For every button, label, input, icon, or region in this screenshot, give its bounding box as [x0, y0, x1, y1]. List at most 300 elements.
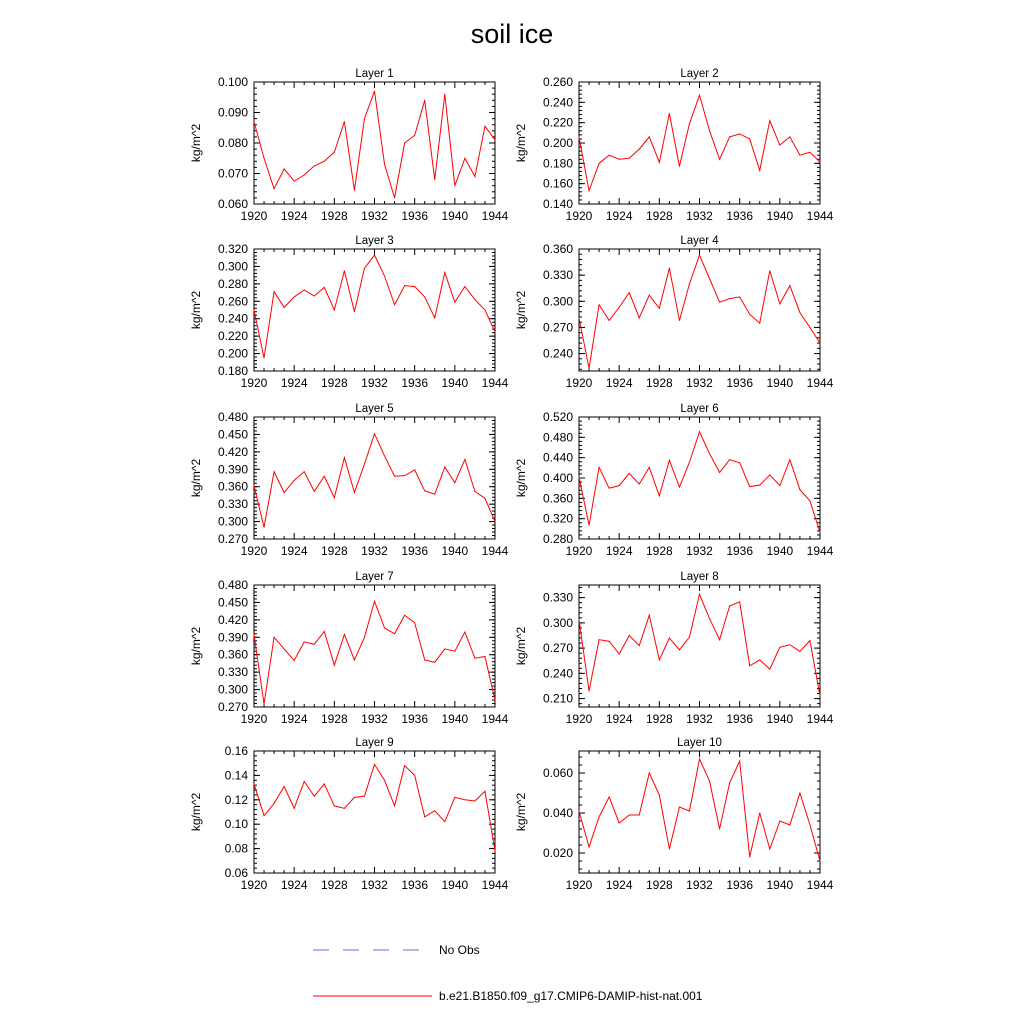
x-tick-label: 1944: [806, 209, 834, 223]
panel-title: Layer 3: [355, 235, 394, 247]
data-point: [454, 185, 455, 186]
data-point: [314, 644, 315, 645]
y-tick-label: 0.300: [217, 514, 248, 529]
y-axis-label: kg/m^2: [514, 290, 528, 330]
data-point: [739, 133, 740, 134]
data-point: [820, 696, 821, 697]
y-tick-label: 0.390: [217, 462, 248, 477]
data-point: [354, 659, 355, 660]
y-tick-label: 0.180: [217, 364, 248, 378]
data-point: [789, 644, 790, 645]
data-point: [454, 482, 455, 483]
data-point: [304, 471, 305, 472]
data-point: [495, 851, 496, 852]
y-tick-label: 0.270: [542, 320, 573, 335]
data-point: [274, 291, 275, 292]
x-tick-label: 1924: [280, 712, 308, 726]
data-point: [749, 665, 750, 666]
data-point: [719, 829, 720, 830]
data-point: [589, 368, 590, 369]
data-point: [669, 113, 670, 114]
plot-frame: [579, 82, 820, 204]
data-point: [779, 647, 780, 648]
data-point: [454, 302, 455, 303]
x-tick-label: 1920: [240, 376, 268, 390]
x-tick-label: 1920: [565, 544, 593, 558]
y-tick-label: 0.160: [542, 176, 573, 191]
data-point: [254, 121, 255, 122]
x-tick-label: 1940: [766, 544, 794, 558]
x-tick-label: 1920: [565, 376, 593, 390]
data-point: [404, 143, 405, 144]
data-point: [264, 158, 265, 159]
x-tick-label: 1920: [240, 209, 268, 223]
data-point: [334, 805, 335, 806]
data-point: [659, 659, 660, 660]
data-point: [709, 618, 710, 619]
y-tick-label: 0.300: [217, 259, 248, 274]
y-tick-label: 0.360: [542, 491, 573, 506]
x-tick-label: 1924: [605, 712, 633, 726]
data-point: [639, 317, 640, 318]
y-tick-label: 0.270: [217, 532, 248, 546]
data-point: [324, 783, 325, 784]
data-point: [729, 459, 730, 460]
data-point: [719, 639, 720, 640]
data-point: [304, 641, 305, 642]
data-point: [464, 632, 465, 633]
y-tick-label: 0.12: [224, 792, 248, 807]
data-point: [579, 619, 580, 620]
data-point: [669, 849, 670, 850]
data-point: [394, 805, 395, 806]
data-point: [474, 801, 475, 802]
data-point: [739, 601, 740, 602]
data-point: [434, 810, 435, 811]
panel-layer-3: [189, 235, 509, 390]
data-point: [344, 270, 345, 271]
data-point: [354, 492, 355, 493]
data-point: [354, 797, 355, 798]
data-point: [384, 164, 385, 165]
panel-title: Layer 9: [355, 737, 394, 749]
data-point: [689, 811, 690, 812]
data-point: [649, 467, 650, 468]
data-point: [759, 659, 760, 660]
data-point: [679, 320, 680, 321]
data-point: [384, 455, 385, 456]
data-point: [374, 433, 375, 434]
data-point: [495, 139, 496, 140]
x-tick-label: 1932: [361, 878, 388, 892]
panel-layer-2: [514, 68, 834, 223]
data-point: [484, 498, 485, 499]
plot-frame: [579, 249, 820, 371]
data-point: [599, 467, 600, 468]
y-axis-label: kg/m^2: [189, 123, 203, 163]
data-point: [474, 176, 475, 177]
data-point: [414, 135, 415, 136]
y-tick-label: 0.280: [542, 532, 573, 546]
panel-layer-5: [189, 403, 509, 558]
y-tick-label: 0.14: [224, 768, 248, 783]
y-tick-label: 0.300: [542, 615, 573, 630]
data-point: [374, 601, 375, 602]
data-point: [424, 100, 425, 101]
data-point: [464, 286, 465, 287]
data-point: [364, 637, 365, 638]
data-point: [344, 121, 345, 122]
x-tick-label: 1920: [565, 209, 593, 223]
y-tick-label: 0.220: [217, 329, 248, 344]
data-point: [264, 357, 265, 358]
data-point: [464, 459, 465, 460]
data-point: [769, 120, 770, 121]
data-point: [414, 622, 415, 623]
data-point: [344, 457, 345, 458]
y-tick-label: 0.440: [542, 450, 573, 465]
data-point: [679, 487, 680, 488]
data-point: [354, 190, 355, 191]
y-tick-label: 0.480: [217, 578, 248, 592]
legend-series-label: b.e21.B1850.f09_g17.CMIP6-DAMIP-hist-nat.001: [439, 989, 703, 1003]
data-point: [719, 472, 720, 473]
x-tick-label: 1920: [240, 544, 268, 558]
data-point: [324, 631, 325, 632]
data-point: [254, 783, 255, 784]
y-tick-label: 0.320: [542, 511, 573, 526]
data-point: [749, 857, 750, 858]
data-point: [759, 323, 760, 324]
data-point: [719, 302, 720, 303]
x-tick-label: 1936: [401, 544, 429, 558]
data-point: [404, 285, 405, 286]
panel-title: Layer 10: [677, 737, 722, 749]
data-point: [284, 786, 285, 787]
data-point: [669, 268, 670, 269]
x-tick-label: 1932: [686, 544, 713, 558]
y-tick-label: 0.240: [217, 311, 248, 326]
data-point: [749, 314, 750, 315]
data-point: [639, 484, 640, 485]
data-point: [679, 807, 680, 808]
x-tick-label: 1944: [806, 376, 834, 390]
data-point: [820, 343, 821, 344]
data-point: [669, 460, 670, 461]
panel-title: Layer 8: [680, 571, 719, 583]
x-tick-label: 1932: [361, 209, 388, 223]
data-point: [799, 312, 800, 313]
panel-title: Layer 5: [355, 403, 394, 415]
data-point: [484, 656, 485, 657]
y-axis-label: kg/m^2: [189, 290, 203, 330]
panel-layer-1: [189, 68, 509, 223]
y-tick-label: 0.360: [217, 479, 248, 494]
data-point: [779, 821, 780, 822]
y-axis-label: kg/m^2: [514, 458, 528, 498]
x-tick-label: 1936: [401, 376, 429, 390]
x-tick-label: 1940: [766, 209, 794, 223]
y-tick-label: 0.200: [542, 136, 573, 150]
x-tick-label: 1928: [645, 544, 673, 558]
x-tick-label: 1936: [726, 712, 754, 726]
x-tick-label: 1920: [240, 878, 268, 892]
data-point: [414, 775, 415, 776]
data-point: [354, 311, 355, 312]
data-point: [759, 485, 760, 486]
data-point: [699, 95, 700, 96]
data-point: [424, 296, 425, 297]
data-point: [659, 308, 660, 309]
y-axis-label: kg/m^2: [189, 792, 203, 832]
x-tick-label: 1928: [320, 376, 348, 390]
y-tick-label: 0.090: [217, 105, 248, 120]
data-point: [719, 159, 720, 160]
data-point: [444, 94, 445, 95]
data-point: [264, 527, 265, 528]
series-line: [579, 432, 820, 533]
data-point: [659, 795, 660, 796]
panel-layer-10: [514, 737, 834, 892]
data-point: [789, 285, 790, 286]
data-point: [434, 317, 435, 318]
data-point: [759, 170, 760, 171]
data-point: [484, 791, 485, 792]
data-point: [294, 660, 295, 661]
data-point: [274, 188, 275, 189]
data-point: [444, 821, 445, 822]
x-tick-label: 1940: [441, 544, 469, 558]
data-point: [820, 162, 821, 163]
data-point: [629, 635, 630, 636]
x-tick-label: 1928: [320, 544, 348, 558]
data-point: [344, 808, 345, 809]
x-tick-label: 1924: [605, 878, 633, 892]
x-tick-label: 1924: [280, 209, 308, 223]
x-tick-label: 1936: [726, 544, 754, 558]
plot-frame: [254, 751, 495, 873]
data-point: [809, 825, 810, 826]
y-tick-label: 0.320: [217, 242, 248, 256]
data-point: [669, 638, 670, 639]
data-point: [749, 486, 750, 487]
x-tick-label: 1928: [645, 209, 673, 223]
series-line: [254, 91, 495, 198]
y-axis-label: kg/m^2: [514, 792, 528, 832]
data-point: [444, 272, 445, 273]
x-tick-label: 1924: [605, 209, 633, 223]
y-tick-label: 0.270: [217, 700, 248, 714]
y-tick-label: 0.180: [542, 156, 573, 171]
data-point: [609, 797, 610, 798]
data-point: [294, 296, 295, 297]
y-tick-label: 0.330: [217, 665, 248, 680]
data-point: [314, 796, 315, 797]
panel-layer-9: [189, 737, 509, 892]
data-point: [679, 649, 680, 650]
y-tick-label: 0.080: [217, 136, 248, 150]
data-point: [284, 168, 285, 169]
y-tick-label: 0.330: [542, 268, 573, 283]
data-point: [689, 283, 690, 284]
y-tick-label: 0.060: [542, 766, 573, 780]
data-point: [314, 296, 315, 297]
data-point: [629, 158, 630, 159]
y-tick-label: 0.240: [542, 346, 573, 361]
data-point: [639, 149, 640, 150]
x-tick-label: 1936: [726, 376, 754, 390]
data-point: [599, 817, 600, 818]
y-tick-label: 0.08: [224, 841, 248, 856]
x-tick-label: 1932: [686, 878, 713, 892]
x-tick-label: 1928: [320, 878, 348, 892]
x-tick-label: 1940: [766, 712, 794, 726]
data-point: [789, 459, 790, 460]
data-point: [414, 286, 415, 287]
x-tick-label: 1944: [481, 544, 509, 558]
data-point: [364, 464, 365, 465]
y-tick-label: 0.16: [224, 744, 248, 758]
data-point: [334, 665, 335, 666]
data-point: [699, 594, 700, 595]
data-point: [424, 659, 425, 660]
y-tick-label: 0.100: [217, 75, 248, 89]
data-point: [809, 152, 810, 153]
data-point: [264, 704, 265, 705]
x-tick-label: 1932: [361, 376, 388, 390]
x-tick-label: 1920: [240, 712, 268, 726]
data-point: [689, 637, 690, 638]
y-tick-label: 0.450: [217, 595, 248, 610]
series-line: [254, 434, 495, 528]
data-point: [254, 634, 255, 635]
data-point: [709, 278, 710, 279]
data-point: [414, 469, 415, 470]
data-point: [619, 307, 620, 308]
y-axis-label: kg/m^2: [189, 458, 203, 498]
data-point: [709, 781, 710, 782]
data-point: [739, 761, 740, 762]
x-tick-label: 1928: [320, 712, 348, 726]
series-line: [254, 255, 495, 358]
data-point: [394, 304, 395, 305]
data-point: [659, 495, 660, 496]
series-line: [254, 601, 495, 704]
y-tick-label: 0.240: [542, 95, 573, 110]
panel-layer-6: [514, 403, 834, 558]
panel-title: Layer 2: [680, 68, 719, 80]
data-point: [264, 815, 265, 816]
data-point: [474, 658, 475, 659]
x-tick-label: 1924: [605, 544, 633, 558]
data-point: [629, 292, 630, 293]
y-tick-label: 0.330: [542, 590, 573, 605]
x-tick-label: 1924: [280, 376, 308, 390]
data-point: [599, 163, 600, 164]
plot-frame: [254, 585, 495, 707]
plot-frame: [254, 249, 495, 371]
data-point: [434, 179, 435, 180]
y-tick-label: 0.060: [217, 197, 248, 211]
data-point: [820, 861, 821, 862]
x-tick-label: 1940: [441, 209, 469, 223]
data-point: [294, 808, 295, 809]
x-tick-label: 1924: [280, 878, 308, 892]
y-tick-label: 0.330: [217, 497, 248, 512]
data-point: [709, 453, 710, 454]
data-point: [679, 166, 680, 167]
data-point: [799, 489, 800, 490]
data-point: [444, 648, 445, 649]
x-tick-label: 1924: [605, 376, 633, 390]
data-point: [609, 155, 610, 156]
data-point: [454, 651, 455, 652]
data-point: [619, 653, 620, 654]
series-line: [579, 255, 820, 368]
data-point: [434, 494, 435, 495]
data-point: [364, 796, 365, 797]
data-point: [374, 764, 375, 765]
data-point: [434, 662, 435, 663]
data-point: [809, 500, 810, 501]
data-point: [689, 123, 690, 124]
x-tick-label: 1940: [441, 878, 469, 892]
x-tick-label: 1944: [481, 209, 509, 223]
data-point: [749, 138, 750, 139]
data-point: [609, 641, 610, 642]
data-point: [314, 491, 315, 492]
data-point: [495, 331, 496, 332]
x-tick-label: 1936: [401, 209, 429, 223]
x-tick-label: 1944: [481, 376, 509, 390]
data-point: [639, 815, 640, 816]
data-point: [689, 462, 690, 463]
data-point: [709, 130, 710, 131]
data-point: [779, 303, 780, 304]
data-point: [649, 136, 650, 137]
panels-group: [189, 68, 834, 892]
data-point: [324, 476, 325, 477]
data-point: [484, 126, 485, 127]
y-tick-label: 0.020: [542, 846, 573, 860]
x-tick-label: 1920: [565, 878, 593, 892]
data-point: [769, 474, 770, 475]
x-tick-label: 1944: [481, 712, 509, 726]
data-point: [589, 691, 590, 692]
y-tick-label: 0.200: [217, 346, 248, 361]
data-point: [729, 783, 730, 784]
data-point: [294, 480, 295, 481]
data-point: [404, 475, 405, 476]
y-tick-label: 0.270: [542, 641, 573, 656]
y-tick-label: 0.280: [217, 276, 248, 291]
y-tick-label: 0.240: [542, 666, 573, 681]
legend-no-obs-label: No Obs: [439, 943, 480, 957]
data-point: [589, 525, 590, 526]
data-point: [739, 462, 740, 463]
data-point: [699, 759, 700, 760]
data-point: [304, 781, 305, 782]
data-point: [729, 606, 730, 607]
x-tick-label: 1940: [766, 376, 794, 390]
data-point: [699, 255, 700, 256]
data-point: [579, 317, 580, 318]
panel-layer-4: [514, 235, 834, 390]
data-point: [334, 310, 335, 311]
data-point: [629, 473, 630, 474]
data-point: [649, 773, 650, 774]
x-tick-label: 1924: [280, 544, 308, 558]
